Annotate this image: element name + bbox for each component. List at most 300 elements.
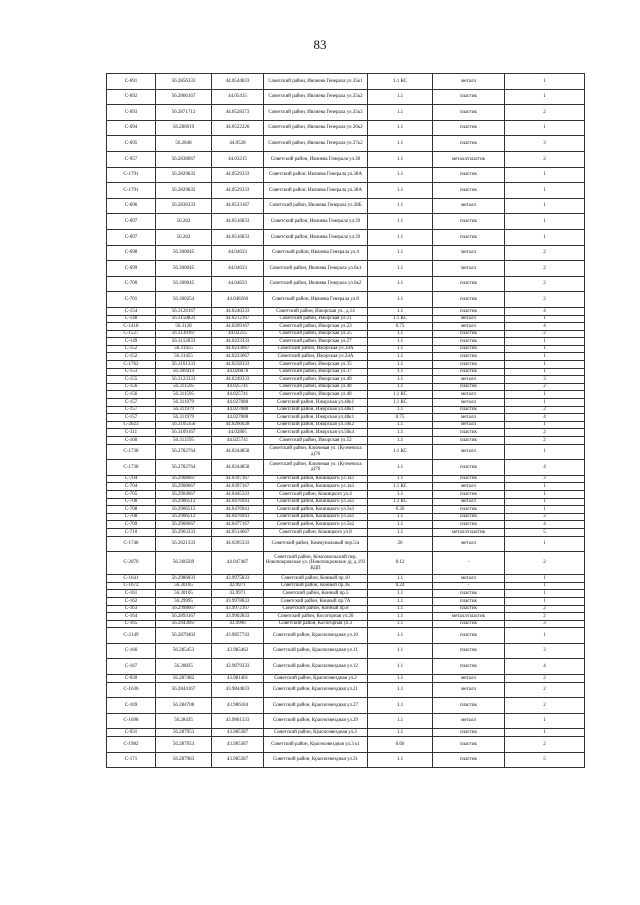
cell-longitude: 43.9971 xyxy=(212,590,264,598)
cell-material: металл xyxy=(433,498,505,506)
cell-volume: 1.1 xyxy=(368,198,433,214)
cell-latitude: 56.311595 xyxy=(156,437,212,445)
cell-longitude: 44.0249333 xyxy=(212,376,264,384)
cell-id: С-699 xyxy=(107,261,156,277)
cell-volume: 1.1 xyxy=(368,597,433,605)
cell-volume: 1.1 КС xyxy=(368,74,433,90)
cell-id: С-157 xyxy=(107,399,156,407)
cell-count: 2 xyxy=(505,675,585,683)
cell-address: Советский район, Ключевая ул. (Кузнечиха д)76 xyxy=(264,460,368,476)
cell-longitude: 43.985387 xyxy=(212,729,264,737)
cell-material: металл xyxy=(433,376,505,384)
cell-material: пластик xyxy=(433,521,505,529)
cell-id: С-166 xyxy=(107,643,156,659)
table-row xyxy=(107,323,585,331)
cell-material: пластик xyxy=(433,643,505,659)
cell-address: Советский район, Ижорская ул., д.14 xyxy=(264,307,368,315)
cell-material: пластик xyxy=(433,338,505,346)
cell-address: Советский район, Ивлиева Генерала ул.4 xyxy=(264,245,368,261)
cell-address: Советский район, Конный пр.8 xyxy=(264,605,368,613)
cell-material: пластик xyxy=(433,136,505,152)
cell-id: С-157 xyxy=(107,414,156,422)
cell-latitude: 56.2782764 xyxy=(156,460,212,476)
cell-count: 1 xyxy=(505,353,585,361)
cell-count: 1 xyxy=(505,597,585,605)
cell-address: Советский район, Ивлиева Генерала ул.8 xyxy=(264,292,368,308)
cell-latitude: 56.287953 xyxy=(156,729,212,737)
table-row xyxy=(107,414,585,422)
cell-material: металл/пластик xyxy=(433,528,505,536)
cell-id: С-149 xyxy=(107,338,156,346)
cell-address: Советский район, Косогорная ул.20 xyxy=(264,613,368,621)
cell-longitude: 43.9861333 xyxy=(212,713,264,729)
cell-volume: 1.1 xyxy=(368,513,433,521)
cell-volume: 1.1 КС xyxy=(368,444,433,460)
cell-address: Советский район, Комсомольский пер. Новопокровская ул. (Новопокровское д), д.193 ВДП xyxy=(264,552,368,575)
cell-latitude: 56.311979 xyxy=(156,399,212,407)
cell-volume: 1.1 xyxy=(368,698,433,714)
cell-count: 2 xyxy=(505,330,585,338)
cell-volume: 1.1 xyxy=(368,120,433,136)
cell-address: Советский район, Ижорская ул.37 xyxy=(264,368,368,376)
cell-count: 1 xyxy=(505,713,585,729)
cell-count: 1 xyxy=(505,229,585,245)
cell-id: С-1641 xyxy=(107,575,156,583)
cell-material: пластик xyxy=(433,330,505,338)
cell-address: Советский район, Косогорная ул.3 xyxy=(264,620,368,628)
cell-longitude: 43.9972167 xyxy=(212,605,264,613)
cell-id: С-163 xyxy=(107,605,156,613)
table-row xyxy=(107,315,585,323)
cell-volume: 1.1 xyxy=(368,620,433,628)
cell-material: пластик xyxy=(433,214,505,230)
table-row xyxy=(107,399,585,407)
cell-material: - xyxy=(433,552,505,575)
cell-address: Советский район, Ижорская ул.25 xyxy=(264,330,368,338)
cell-volume: 1.1 xyxy=(368,521,433,529)
cell-volume: 0.12 xyxy=(368,552,433,575)
cell-longitude: 44.0258333 xyxy=(212,361,264,369)
cell-longitude: 43.9857743 xyxy=(212,628,264,644)
cell-latitude: 56.2879403 xyxy=(156,628,212,644)
cell-latitude: 56.31455 xyxy=(156,353,212,361)
table-row xyxy=(107,475,585,483)
cell-address: Советский район, Ижорская ул.40 xyxy=(264,376,368,384)
cell-count: 1 xyxy=(505,198,585,214)
cell-count: 1 xyxy=(505,315,585,323)
cell-latitude: 56.300045 xyxy=(156,245,212,261)
cell-material: пластик xyxy=(433,361,505,369)
cell-material: пластик xyxy=(433,383,505,391)
cell-id: С-708 xyxy=(107,506,156,514)
cell-count: 1 xyxy=(505,120,585,136)
cell-volume: 0.75 xyxy=(368,323,433,331)
table-row xyxy=(107,437,585,445)
cell-address: Советский район, Ижорская ул.52 xyxy=(264,437,368,445)
cell-id: С-1738 xyxy=(107,460,156,476)
cell-id: С-697 xyxy=(107,229,156,245)
cell-longitude: 44.0233667 xyxy=(212,345,264,353)
cell-longitude: 43.9844833 xyxy=(212,682,264,698)
cell-material: - xyxy=(433,582,505,590)
cell-latitude: 56.31455 xyxy=(156,345,212,353)
cell-latitude: 56.287482 xyxy=(156,675,212,683)
cell-address: Советский район, Кошицкого ул.4 xyxy=(264,490,368,498)
cell-id: С-148 xyxy=(107,315,156,323)
cell-material: металл xyxy=(433,198,505,214)
cell-address: Советский район, Ивлиева Генерала ул.35к2 xyxy=(264,89,368,105)
cell-volume: 1.1 xyxy=(368,136,433,152)
table-row xyxy=(107,713,585,729)
table-row xyxy=(107,597,585,605)
cell-longitude: 43.981461 xyxy=(212,675,264,683)
cell-volume: 1.1 xyxy=(368,183,433,199)
cell-address: Советский район, Ижорская ул.50к2 xyxy=(264,421,368,429)
cell-id: С-957 xyxy=(107,151,156,167)
cell-address: Советский район, Ижорская ул.34А xyxy=(264,353,368,361)
cell-address: Советский район, Конный пр.3Б xyxy=(264,582,368,590)
cell-address: Советский район, Конный пр.5 xyxy=(264,590,368,598)
cell-material: пластик xyxy=(433,105,505,121)
cell-latitude: 56.2838667 xyxy=(156,151,212,167)
cell-material: пластик xyxy=(433,698,505,714)
cell-id: С-165 xyxy=(107,620,156,628)
cell-latitude: 56.2908667 xyxy=(156,521,212,529)
cell-id: С-930 xyxy=(107,675,156,683)
cell-id: С-698 xyxy=(107,245,156,261)
cell-latitude: 56.285453 xyxy=(156,643,212,659)
cell-count: 1 xyxy=(505,575,585,583)
cell-latitude: 56.2844167 xyxy=(156,682,212,698)
cell-volume: 1.1 xyxy=(368,361,433,369)
cell-volume: 1.1 xyxy=(368,338,433,346)
table-row xyxy=(107,552,585,575)
cell-latitude: 56.266569 xyxy=(156,552,212,575)
cell-count: 4 xyxy=(505,659,585,675)
cell-id: С-2149 xyxy=(107,628,156,644)
cell-latitude: 56.2908667 xyxy=(156,483,212,491)
table-row xyxy=(107,391,585,399)
cell-longitude: 44.0266628 xyxy=(212,421,264,429)
cell-latitude: 56.2906512 xyxy=(156,498,212,506)
cell-id: С-1527 xyxy=(107,330,156,338)
cell-address: Советский район, Кошицкого ул.5к1 xyxy=(264,513,368,521)
cell-latitude: 56.300254 xyxy=(156,292,212,308)
cell-address: Советский район, Кошицкого ул.5к1 xyxy=(264,498,368,506)
cell-material: металл xyxy=(433,323,505,331)
table-row xyxy=(107,444,585,460)
table-row xyxy=(107,659,585,675)
cell-latitude: 56.300045 xyxy=(156,261,212,277)
cell-latitude: 56.2829833 xyxy=(156,183,212,199)
table-row xyxy=(107,528,585,536)
cell-material: пластик xyxy=(433,620,505,628)
cell-longitude: 44.0544833 xyxy=(212,74,264,90)
table-row xyxy=(107,292,585,308)
cell-longitude: 44.02255 xyxy=(212,330,264,338)
cell-id: С-710 xyxy=(107,528,156,536)
cell-material: пластик xyxy=(433,659,505,675)
table-row xyxy=(107,120,585,136)
cell-address: Советский район, Ижорская ул.48к1 xyxy=(264,406,368,414)
cell-id: С-152 xyxy=(107,353,156,361)
cell-id: С-695 xyxy=(107,136,156,152)
cell-id: С-169 xyxy=(107,698,156,714)
cell-material: металл xyxy=(433,245,505,261)
table-row xyxy=(107,167,585,183)
cell-longitude: 43.986184 xyxy=(212,698,264,714)
cell-longitude: 44.0477167 xyxy=(212,521,264,529)
table-row xyxy=(107,752,585,768)
table-row xyxy=(107,183,585,199)
table-row xyxy=(107,605,585,613)
cell-count: 1 xyxy=(505,74,585,90)
table-row xyxy=(107,307,585,315)
cell-id: С-709 xyxy=(107,521,156,529)
cell-address: Советский район, Красноэвездная ул.2 xyxy=(264,675,368,683)
cell-count: 1 xyxy=(505,167,585,183)
cell-latitude: 56.282 xyxy=(156,229,212,245)
cell-count: 5 xyxy=(505,752,585,768)
cell-material: металл xyxy=(433,713,505,729)
cell-address: Советский район, Кошицкого ул.5к2 xyxy=(264,521,368,529)
cell-volume: 1.1 КС xyxy=(368,399,433,407)
cell-volume: 1.1 xyxy=(368,659,433,675)
cell-address: Советский район, Красноэвездная ул.3 к1 xyxy=(264,737,368,753)
cell-latitude: 56.29995 xyxy=(156,597,212,605)
cell-latitude: 56.2943667 xyxy=(156,620,212,628)
cell-volume: 0.24 xyxy=(368,582,433,590)
table-row xyxy=(107,490,585,498)
cell-count: 1 xyxy=(505,628,585,644)
table-row xyxy=(107,460,585,476)
cell-count: 2 xyxy=(505,682,585,698)
cell-count: 2 xyxy=(505,613,585,621)
table-row xyxy=(107,729,585,737)
cell-longitude: 43.9902833 xyxy=(212,613,264,621)
cell-latitude: 56.3128 xyxy=(156,323,212,331)
cell-count: 2 xyxy=(505,737,585,753)
registry-table xyxy=(106,73,585,768)
cell-id: С-1982 xyxy=(107,737,156,753)
cell-id: С-1698 xyxy=(107,713,156,729)
cell-volume: 1.1 xyxy=(368,590,433,598)
cell-longitude: 44.025741 xyxy=(212,391,264,399)
table-row xyxy=(107,353,585,361)
cell-latitude: 56.28435 xyxy=(156,713,212,729)
cell-id: С-1762 xyxy=(107,361,156,369)
cell-material: пластик xyxy=(433,597,505,605)
table-row xyxy=(107,575,585,583)
cell-volume: 0.36 xyxy=(368,506,433,514)
table-row xyxy=(107,74,585,90)
cell-material: пластик xyxy=(433,307,505,315)
cell-longitude: 44.0212167 xyxy=(212,315,264,323)
cell-count: 1 xyxy=(505,368,585,376)
cell-material: пластик xyxy=(433,429,505,437)
cell-count: 1 xyxy=(505,214,585,230)
cell-material: металл xyxy=(433,414,505,422)
cell-material: пластик xyxy=(433,345,505,353)
cell-material: металл xyxy=(433,261,505,277)
cell-volume: 1.1 xyxy=(368,368,433,376)
cell-id: С-1748 xyxy=(107,536,156,552)
cell-volume: 1.1 xyxy=(368,245,433,261)
table-row xyxy=(107,338,585,346)
cell-id: С-694 xyxy=(107,120,156,136)
cell-address: Советский район, Ижорская ул.48 xyxy=(264,383,368,391)
cell-longitude: 44.0529333 xyxy=(212,167,264,183)
cell-material: металл xyxy=(433,575,505,583)
table-row xyxy=(107,620,585,628)
cell-count: 4 xyxy=(505,414,585,422)
cell-material: металл xyxy=(433,483,505,491)
cell-longitude: 44.047487 xyxy=(212,552,264,575)
cell-longitude: 44.0240333 xyxy=(212,307,264,315)
cell-longitude: 44.05415 xyxy=(212,89,264,105)
cell-longitude: 44.0244858 xyxy=(212,444,264,460)
cell-longitude: 44.025741 xyxy=(212,383,264,391)
cell-latitude: 56.2903333 xyxy=(156,528,212,536)
cell-material: металл xyxy=(433,682,505,698)
cell-volume: 1.1 xyxy=(368,575,433,583)
cell-volume: 1.1 xyxy=(368,752,433,768)
cell-count: 4 xyxy=(505,460,585,476)
cell-latitude: 56.2829833 xyxy=(156,167,212,183)
cell-count: 2 xyxy=(505,261,585,277)
cell-latitude: 56.287983 xyxy=(156,752,212,768)
cell-address: Советский район, Кошицкого ул.8 xyxy=(264,528,368,536)
cell-count: 2 xyxy=(505,698,585,714)
cell-longitude: 44.0205333 xyxy=(212,536,264,552)
cell-id: С-161 xyxy=(107,590,156,598)
cell-material: пластик xyxy=(433,752,505,768)
cell-volume: 1.1 xyxy=(368,460,433,476)
cell-count: 4 xyxy=(505,307,585,315)
cell-material: металл/пластик xyxy=(433,151,505,167)
cell-latitude: 56.3123333 xyxy=(156,376,212,384)
cell-address: Советский район, Ижорская ул.23 xyxy=(264,323,368,331)
cell-longitude: 43.9906 xyxy=(212,620,264,628)
cell-id: С-155 xyxy=(107,376,156,384)
cell-count: 2 xyxy=(505,605,585,613)
cell-latitude: 56.2904667 xyxy=(156,490,212,498)
cell-latitude: 56.311595 xyxy=(156,391,212,399)
cell-id: С-167 xyxy=(107,659,156,675)
cell-id: С-708 xyxy=(107,498,156,506)
cell-longitude: 43.9879333 xyxy=(212,659,264,675)
cell-longitude: 44.026878 xyxy=(212,368,264,376)
cell-address: Советский район, Ивлиева Генерала ул.35к1 xyxy=(264,74,368,90)
cell-count: 1 xyxy=(505,729,585,737)
cell-volume: 0.66 xyxy=(368,737,433,753)
registry-table-body xyxy=(107,74,585,768)
cell-material: металл xyxy=(433,391,505,399)
cell-address: Советский район, Ивлиева Генерала ул.37к2 xyxy=(264,136,368,152)
cell-longitude: 44.0516833 xyxy=(212,214,264,230)
cell-address: Советский район, Конный пр.7А xyxy=(264,597,368,605)
table-row xyxy=(107,513,585,521)
cell-address: Советский район, Ивлиева Генерала ул.6к1 xyxy=(264,261,368,277)
cell-longitude: 44.0514667 xyxy=(212,528,264,536)
cell-id: С-311 xyxy=(107,429,156,437)
table-row xyxy=(107,628,585,644)
cell-id: С-701 xyxy=(107,292,156,308)
cell-id: С-2070 xyxy=(107,552,156,575)
table-row xyxy=(107,498,585,506)
cell-volume: 1.1 xyxy=(368,643,433,659)
cell-longitude: 43.985387 xyxy=(212,737,264,753)
cell-volume: 1.1 xyxy=(368,353,433,361)
table-row xyxy=(107,151,585,167)
table-row xyxy=(107,376,585,384)
table-row xyxy=(107,675,585,683)
cell-address: Советский район, Ивлиева Генерала ул.38 xyxy=(264,151,368,167)
cell-id: С-1791 xyxy=(107,183,156,199)
cell-volume: 1.1 xyxy=(368,429,433,437)
cell-volume: 1.1 xyxy=(368,528,433,536)
table-row xyxy=(107,506,585,514)
cell-material: пластик xyxy=(433,229,505,245)
cell-id: С-691 xyxy=(107,74,156,90)
cell-volume: 1.1 xyxy=(368,383,433,391)
cell-address: Советский район, Краснозвездная ул.12 xyxy=(264,659,368,675)
cell-count: 1 xyxy=(505,338,585,346)
table-row xyxy=(107,521,585,529)
cell-volume: 1.1 xyxy=(368,376,433,384)
cell-address: Советский район, Ивлиева Генерала ул.6к2 xyxy=(264,276,368,292)
cell-latitude: 56.300045 xyxy=(156,276,212,292)
cell-longitude: 44.0233333 xyxy=(212,338,264,346)
cell-count: 1 xyxy=(505,421,585,429)
cell-id: С-708 xyxy=(107,513,156,521)
cell-longitude: 44.0528373 xyxy=(212,105,264,121)
cell-count: 2 xyxy=(505,429,585,437)
cell-latitude: 56.30105 xyxy=(156,590,212,598)
cell-material: металл xyxy=(433,399,505,407)
cell-count: 1 xyxy=(505,399,585,407)
page-number: 83 xyxy=(313,37,327,52)
cell-address: Советский район, Коммунальный пер.5/а xyxy=(264,536,368,552)
cell-latitude: 56.282 xyxy=(156,214,212,230)
cell-material: пластик xyxy=(433,506,505,514)
table-row xyxy=(107,383,585,391)
cell-latitude: 56.3112833 xyxy=(156,338,212,346)
cell-longitude: 43.9975833 xyxy=(212,575,264,583)
cell-volume: 1.1 xyxy=(368,628,433,644)
cell-longitude: 44.0233667 xyxy=(212,353,264,361)
cell-material: пластик xyxy=(433,475,505,483)
cell-material: пластик xyxy=(433,513,505,521)
cell-latitude: 56.3109167 xyxy=(156,429,212,437)
cell-volume: 1.1 xyxy=(368,682,433,698)
cell-count: 1 xyxy=(505,361,585,369)
cell-longitude: 44.0397167 xyxy=(212,483,264,491)
cell-id: С-1418 xyxy=(107,323,156,331)
cell-longitude: 44.0476941 xyxy=(212,506,264,514)
table-row xyxy=(107,198,585,214)
cell-address: Советский район, Ижорская ул.11 xyxy=(264,315,368,323)
cell-volume: 1.1 xyxy=(368,490,433,498)
cell-latitude: 56.287953 xyxy=(156,737,212,753)
cell-material: пластик xyxy=(433,89,505,105)
cell-latitude: 56.3128167 xyxy=(156,307,212,315)
cell-volume: 1.1 xyxy=(368,345,433,353)
cell-count: 2 xyxy=(505,552,585,575)
cell-longitude: 44.0397167 xyxy=(212,475,264,483)
table-row xyxy=(107,406,585,414)
table-row xyxy=(107,590,585,598)
